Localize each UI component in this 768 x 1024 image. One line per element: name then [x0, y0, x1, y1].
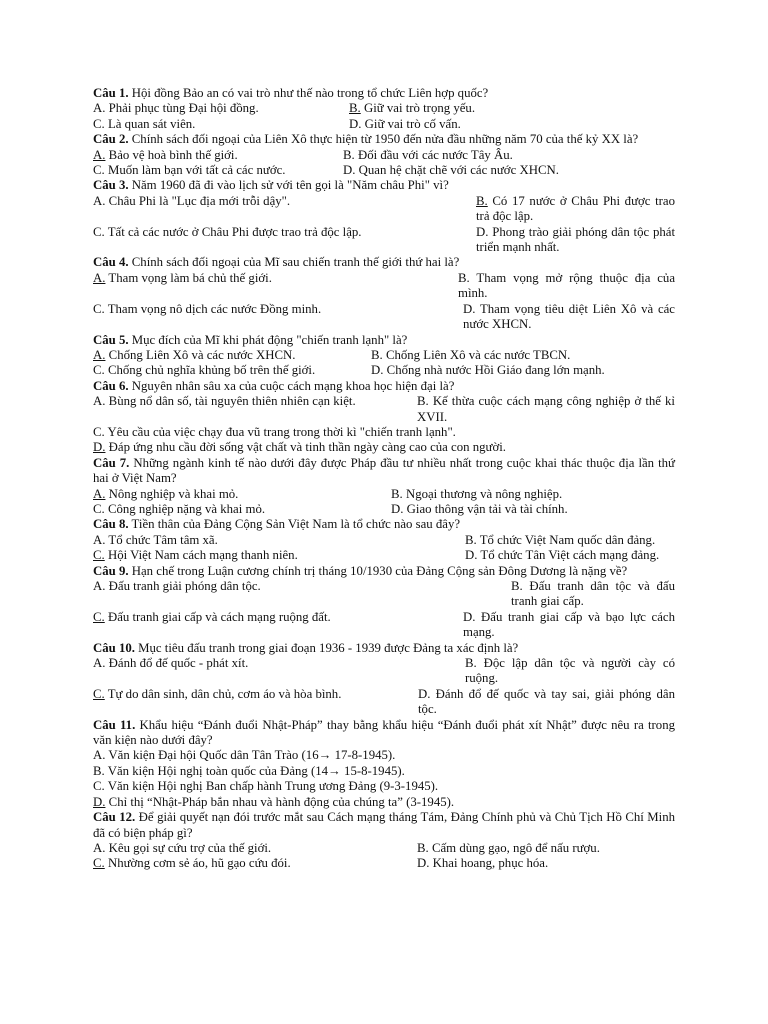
option-row	[93, 194, 675, 225]
option-c: C. Tất cả các nước ở Châu Phi được trao trả độc lập.	[93, 224, 362, 239]
option-d: D. Giao thông vận tải và tài chính.	[391, 501, 568, 516]
option-row	[93, 394, 675, 425]
option-d: D. Chống nhà nước Hồi Giáo đang lớn mạnh.	[371, 363, 605, 378]
question	[93, 333, 675, 379]
option-row	[93, 302, 675, 333]
question-number: Câu 8.	[93, 517, 129, 532]
option-a: A. Nông nghiệp và khai mỏ.	[93, 486, 239, 501]
option-b: B. Văn kiện Hội nghị toàn quốc của Đảng (14→ 15-8-1945).	[93, 763, 405, 778]
question-text: Câu 3. Năm 1960 đã đi vào lịch sử với tên gọi là "Năm châu Phi" vì?	[93, 178, 449, 193]
option-c: C. Muốn làm bạn với tất cả các nước.	[93, 163, 286, 178]
option-b: B. Đối đầu với các nước Tây Âu.	[343, 147, 513, 162]
question	[93, 641, 675, 718]
question-text: Câu 11. Khẩu hiệu “Đánh đuổi Nhật-Pháp” thay bằng khẩu hiệu “Đánh đuổi phát xít Nhật” được nêu ra trong văn kiện nào dưới đây?	[93, 717, 675, 748]
question-text: Câu 6. Nguyên nhân sâu xa của cuộc cách mạng khoa học hiện đại là?	[93, 378, 455, 393]
option-b: B. Đấu tranh dân tộc và đấu tranh giai cấp.	[511, 579, 675, 609]
option-b: B. Kế thừa cuộc cách mạng công nghiệp ở thế kỉ XVII.	[417, 394, 675, 424]
question-number: Câu 11.	[93, 717, 136, 732]
option-b: B. Tham vọng mở rộng thuộc địa của mình.	[458, 270, 675, 301]
question-number: Câu 4.	[93, 255, 129, 270]
option-a: A. Văn kiện Đại hội Quốc dân Tân Trào (16→ 17-8-1945).	[93, 748, 396, 763]
question	[93, 379, 675, 456]
question-text: Câu 1. Hội đồng Bảo an có vai trò như thế nào trong tổ chức Liên hợp quốc?	[93, 86, 489, 100]
question-number: Câu 7.	[93, 455, 130, 470]
option-row	[93, 579, 675, 610]
question-text: Câu 2. Chính sách đối ngoại của Liên Xô thực hiện từ 1950 đến nửa đầu những năm 70 của thế kỷ XX là?	[93, 132, 639, 147]
option-row	[93, 101, 675, 116]
option-d: D. Tham vọng tiêu diệt Liên Xô và các nước XHCN.	[463, 301, 675, 332]
option-b: B. Cấm dùng gạo, ngô để nấu rượu.	[417, 840, 600, 855]
question-number: Câu 10.	[93, 640, 135, 655]
question	[93, 810, 675, 872]
option-a: A. Phải phục tùng Đại hội đồng.	[93, 101, 259, 116]
question-text: Câu 10. Mục tiêu đấu tranh trong giai đoạn 1936 - 1939 được Đảng ta xác định là?	[93, 640, 519, 655]
option-d: D. Đáp ứng nhu cầu đời sống vật chất và tinh thần ngày càng cao của con người.	[93, 440, 506, 455]
option-row	[93, 533, 675, 548]
option-a: A. Đánh đổ đế quốc - phát xít.	[93, 656, 249, 671]
option-c: C. Tự do dân sinh, dân chủ, cơm áo và hòa bình.	[93, 686, 342, 701]
option-row	[93, 856, 675, 871]
question	[93, 86, 675, 132]
question-number: Câu 9.	[93, 563, 129, 578]
option-c: C. Yêu cầu của việc chạy đua vũ trang trong thời kì "chiến tranh lạnh".	[93, 424, 456, 439]
question-number: Câu 3.	[93, 178, 129, 193]
option-c: C. Hội Việt Nam cách mạng thanh niên.	[93, 548, 298, 563]
option-c: C. Văn kiện Hội nghị Ban chấp hành Trung ương Đảng (9-3-1945).	[93, 779, 439, 794]
question-text: Câu 5. Mục đích của Mĩ khi phát động "chiến tranh lạnh" là?	[93, 332, 408, 347]
option-c: C. Tham vọng nô dịch các nước Đồng minh.	[93, 301, 322, 316]
option-d: D. Giữ vai trò cố vấn.	[349, 116, 461, 131]
question	[93, 564, 675, 641]
option-a: A. Đấu tranh giải phóng dân tộc.	[93, 579, 261, 593]
option-d: D. Quan hệ chặt chẽ với các nước XHCN.	[343, 163, 559, 178]
question	[93, 255, 675, 332]
question	[93, 718, 675, 810]
option-row	[93, 163, 675, 178]
option-a: A. Châu Phi là "Lục địa mới trỗi dậy".	[93, 193, 291, 208]
option-d: D. Chỉ thị “Nhật-Pháp bắn nhau và hành động của chúng ta” (3-1945).	[93, 794, 455, 809]
option-c: C. Đấu tranh giai cấp và cách mạng ruộng đất.	[93, 609, 331, 624]
question-text: Câu 9. Hạn chế trong Luận cương chính trị tháng 10/1930 của Đảng Cộng sản Đông Dương là nặng về?	[93, 563, 628, 578]
question	[93, 456, 675, 518]
option-b: B. Có 17 nước ở Châu Phi được trao trả độc lập.	[476, 193, 675, 224]
question-text: Câu 7. Những ngành kinh tế nào dưới đây được Pháp đầu tư nhiều nhất trong cuộc khai thác thuộc địa lần thứ hai ở Việt Nam?	[93, 455, 675, 486]
option-a: A. Tổ chức Tâm tâm xã.	[93, 532, 218, 547]
option-row	[93, 610, 675, 641]
question-text: Câu 8. Tiền thân của Đảng Cộng Sản Việt Nam là tổ chức nào sau đây?	[93, 517, 461, 532]
question	[93, 517, 675, 563]
option-row	[93, 271, 675, 302]
question-number: Câu 2.	[93, 132, 129, 147]
option-a: A. Chống Liên Xô và các nước XHCN.	[93, 347, 296, 362]
option-b: B. Chống Liên Xô và các nước TBCN.	[371, 347, 571, 362]
question-text: Câu 4. Chính sách đối ngoại của Mĩ sau chiến tranh thế giới thứ hai là?	[93, 255, 460, 270]
question-number: Câu 12.	[93, 810, 136, 825]
question-text: Câu 12. Để giải quyết nạn đói trước mắt sau Cách mạng tháng Tám, Đảng Chính phủ và Chủ Tịch Hồ Chí Minh đã có biện pháp gì?	[93, 810, 676, 840]
option-row	[93, 148, 675, 163]
option-row	[93, 548, 675, 563]
option-c: C. Chống chủ nghĩa khủng bố trên thế giới.	[93, 363, 316, 378]
option-a: A. Bùng nổ dân số, tài nguyên thiên nhiên cạn kiệt.	[93, 394, 356, 409]
option-row	[93, 117, 675, 132]
option-row	[93, 687, 675, 718]
option-d: D. Phong trào giải phóng dân tộc phát triển mạnh nhất.	[476, 224, 675, 255]
option-b: B. Tổ chức Việt Nam quốc dân đảng.	[465, 532, 656, 547]
question-number: Câu 1.	[93, 86, 129, 100]
option-c: C. Nhường cơm sẻ áo, hũ gạo cứu đói.	[93, 856, 291, 871]
option-a: A. Bảo vệ hoà bình thế giới.	[93, 147, 238, 162]
option-a: A. Kêu gọi sự cứu trợ của thế giới.	[93, 840, 272, 855]
option-row	[93, 656, 675, 687]
option-d: D. Đánh đổ đế quốc và tay sai, giải phóng dân tộc.	[418, 686, 675, 717]
question-list	[93, 86, 675, 872]
option-b: B. Ngoại thương và nông nghiệp.	[391, 486, 563, 501]
option-b: B. Độc lập dân tộc và người cày có ruộng.	[465, 656, 675, 686]
question-number: Câu 6.	[93, 378, 129, 393]
option-d: D. Tổ chức Tân Việt cách mạng đảng.	[465, 548, 660, 563]
option-a: A. Tham vọng làm bá chủ thế giới.	[93, 270, 272, 285]
option-d: D. Khai hoang, phục hóa.	[417, 856, 549, 871]
option-row	[93, 348, 675, 363]
option-c: C. Công nghiệp nặng và khai mỏ.	[93, 501, 266, 516]
option-row	[93, 487, 675, 502]
question	[93, 132, 675, 178]
option-row	[93, 225, 675, 256]
option-row	[93, 841, 675, 856]
question	[93, 178, 675, 255]
option-b: B. Giữ vai trò trọng yếu.	[349, 101, 476, 116]
option-row	[93, 502, 675, 517]
option-row	[93, 363, 675, 378]
option-d: D. Đấu tranh giai cấp và bạo lực cách mạng.	[463, 609, 675, 640]
option-c: C. Là quan sát viên.	[93, 116, 196, 131]
question-number: Câu 5.	[93, 332, 129, 347]
